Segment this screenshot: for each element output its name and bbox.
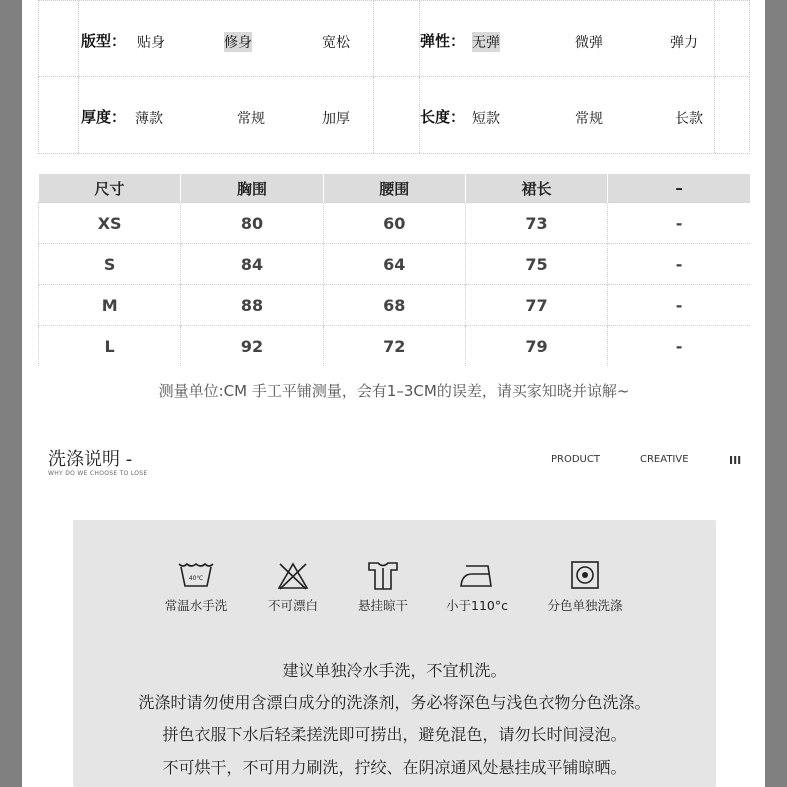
header-extra: –	[608, 174, 750, 203]
wash-line-2: 洗涤时请勿使用含漂白成分的洗涤剂，务必将深色与浅色衣物分色洗涤。	[138, 693, 651, 712]
waist-cell: 72	[323, 326, 465, 367]
attribute-row-thickness-length	[38, 76, 750, 154]
length-cell: 73	[465, 203, 607, 244]
wash-section-title: 洗涤说明 -	[48, 449, 133, 470]
extra-cell: -	[608, 203, 750, 244]
elastic-option-stretch: 弹力	[670, 35, 698, 51]
iron-icon	[458, 560, 496, 590]
wash-instructions-panel	[73, 520, 716, 787]
wash-line-4: 不可烘干，不可用力刷洗，拧绞、在阴凉通风处悬挂成平铺晾晒。	[162, 758, 627, 777]
no-bleach-icon	[274, 560, 312, 590]
length-option-regular: 常规	[575, 111, 603, 127]
thickness-option-regular: 常规	[237, 111, 265, 127]
bust-cell: 88	[181, 285, 323, 326]
hang-dry-icon	[364, 560, 402, 590]
wash-line-3: 拼色衣服下水后轻柔搓洗即可捞出，避免混色，请勿长时间浸泡。	[162, 725, 627, 744]
fit-option-slim-selected: 修身	[224, 32, 252, 52]
nav-creative: CREATIVE	[640, 454, 689, 465]
table-row	[39, 285, 751, 326]
length-option-short: 短款	[472, 111, 500, 127]
care-item-no-bleach	[248, 560, 338, 614]
thickness-option-thin: 薄款	[135, 111, 163, 127]
size-cell: S	[39, 244, 181, 285]
length-cell: 77	[465, 285, 607, 326]
care-item-separate-wash	[540, 560, 630, 614]
size-table-header	[39, 174, 751, 203]
elastic-label: 弹性：	[420, 32, 466, 50]
separate-wash-icon	[566, 560, 604, 590]
hand-wash-temp: 40℃	[188, 575, 204, 582]
hang-dry-label: 悬挂晾干	[357, 598, 408, 613]
hand-wash-icon	[177, 560, 215, 590]
care-item-iron	[432, 560, 522, 614]
care-item-hang-dry	[338, 560, 428, 614]
header-bust: 胸围	[181, 174, 323, 203]
separate-wash-label: 分色单独洗涤	[547, 598, 623, 613]
attribute-row-fit-elastic	[38, 0, 750, 77]
extra-cell: -	[608, 326, 750, 367]
fit-option-loose: 宽松	[322, 35, 350, 51]
header-skirt-length: 裙长	[465, 174, 607, 203]
header-size: 尺寸	[39, 174, 181, 203]
bust-cell: 92	[181, 326, 323, 367]
waist-cell: 60	[323, 203, 465, 244]
thickness-option-thick: 加厚	[322, 111, 350, 127]
elastic-option-slight: 微弹	[575, 35, 603, 51]
extra-cell: -	[608, 285, 750, 326]
length-cell: 79	[465, 326, 607, 367]
no-bleach-label: 不可漂白	[267, 598, 318, 613]
wash-line-1: 建议单独冷水手洗，不宜机洗。	[282, 661, 507, 680]
waist-cell: 68	[323, 285, 465, 326]
length-option-long: 长款	[675, 111, 703, 127]
size-cell: L	[39, 326, 181, 367]
measure-note: 测量单位:CM 手工平铺测量，会有1–3CM的误差，请买家知晓并谅解~	[158, 382, 630, 400]
care-item-hand-wash	[151, 560, 241, 614]
waist-cell: 64	[323, 244, 465, 285]
header-waist: 腰围	[323, 174, 465, 203]
table-row	[39, 326, 751, 367]
nav-product: PRODUCT	[551, 454, 600, 465]
wash-section-subtitle: WHY DO WE CHOOSE TO LOSE	[48, 470, 148, 477]
thickness-label: 厚度：	[81, 108, 127, 126]
iron-label: 小于110°c	[446, 598, 508, 613]
bust-cell: 80	[181, 203, 323, 244]
nav-menu: III	[729, 454, 742, 467]
length-cell: 75	[465, 244, 607, 285]
elastic-option-none-selected: 无弹	[472, 32, 500, 52]
extra-cell: -	[608, 244, 750, 285]
size-table	[38, 174, 750, 366]
table-row	[39, 244, 751, 285]
size-cell: M	[39, 285, 181, 326]
length-label: 长度：	[420, 108, 466, 126]
fit-option-tight: 贴身	[137, 35, 165, 51]
bust-cell: 84	[181, 244, 323, 285]
size-cell: XS	[39, 203, 181, 244]
fit-label: 版型：	[81, 32, 127, 50]
hand-wash-label: 常温水手洗	[164, 598, 228, 613]
table-row	[39, 203, 751, 244]
